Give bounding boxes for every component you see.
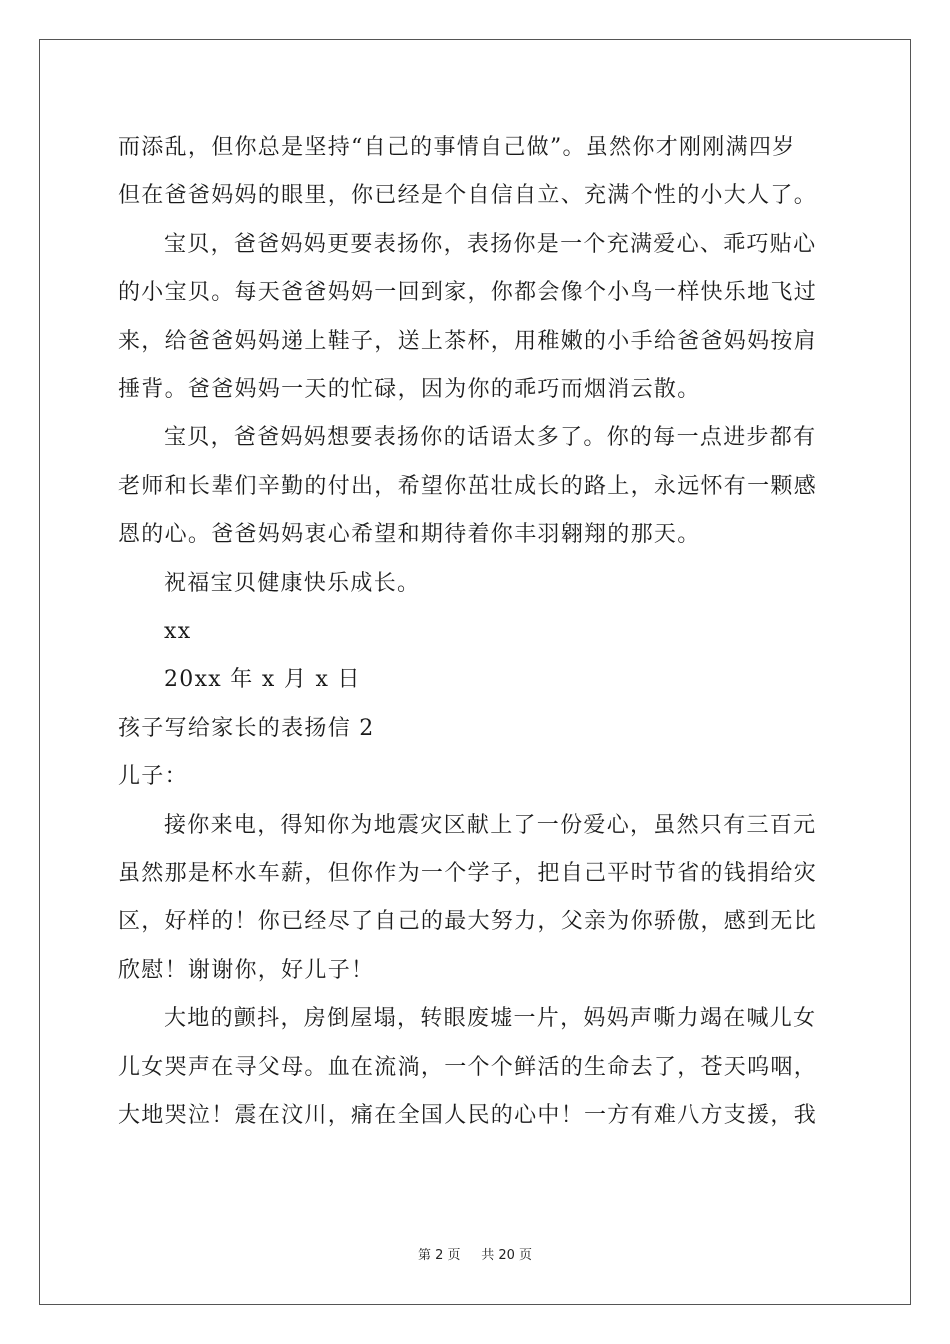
- page-number: 第 2 页: [417, 1248, 461, 1263]
- text-line: 祝福宝贝健康快乐成长。: [164, 570, 421, 596]
- text-line: 的小宝贝。每天爸爸妈妈一回到家，你都会像个小鸟一样快乐地飞过: [118, 280, 818, 306]
- page-total: 共 20 页: [481, 1248, 533, 1263]
- text-line: 区，好样的！你已经尽了自己的最大努力，父亲为你骄傲，感到无比: [118, 909, 818, 935]
- text-line: 来，给爸爸妈妈递上鞋子，送上茶杯，用稚嫩的小手给爸爸妈妈按肩: [118, 328, 818, 354]
- text-line: 孩子写给家长的表扬信 2: [118, 715, 375, 741]
- text-line: 20xx 年 x 月 x 日: [164, 667, 361, 693]
- text-line: 宝贝，爸爸妈妈更要表扬你，表扬你是一个充满爱心、乖巧贴心: [164, 231, 817, 257]
- text-line: 欣慰！谢谢你，好儿子！: [118, 957, 375, 983]
- text-line: 而添乱，但你总是坚持“自己的事情自己做”。虽然你才刚刚满四岁: [118, 135, 796, 160]
- text-line: 儿女哭声在寻父母。血在流淌，一个个鲜活的生命去了，苍天呜咽，: [118, 1054, 818, 1080]
- text-line: 大地的颤抖，房倒屋塌，转眼废墟一片，妈妈声嘶力竭在喊儿女: [164, 1006, 817, 1032]
- text-line: 但在爸爸妈妈的眼里，你已经是个自信自立、充满个性的小大人了。: [118, 183, 818, 209]
- text-line: 接你来电，得知你为地震灾区献上了一份爱心，虽然只有三百元: [164, 812, 817, 838]
- text-line: 儿子：: [118, 764, 188, 790]
- page-footer: [0, 1244, 950, 1263]
- text-line: 虽然那是杯水车薪，但你作为一个学子，把自己平时节省的钱捐给灾: [118, 861, 818, 886]
- text-line: 捶背。爸爸妈妈一天的忙碌，因为你的乖巧而烟消云散。: [118, 377, 701, 402]
- text-line: 宝贝，爸爸妈妈想要表扬你的话语太多了。你的每一点进步都有: [164, 425, 817, 451]
- text-line: xx: [164, 619, 192, 644]
- text-line: 大地哭泣！震在汶川，痛在全国人民的心中！一方有难八方支援，我: [118, 1103, 818, 1128]
- text-line: 恩的心。爸爸妈妈衷心希望和期待着你丰羽翱翔的那天。: [118, 522, 701, 548]
- text-line: 老师和长辈们辛勤的付出，希望你茁壮成长的路上，永远怀有一颗感: [118, 473, 818, 499]
